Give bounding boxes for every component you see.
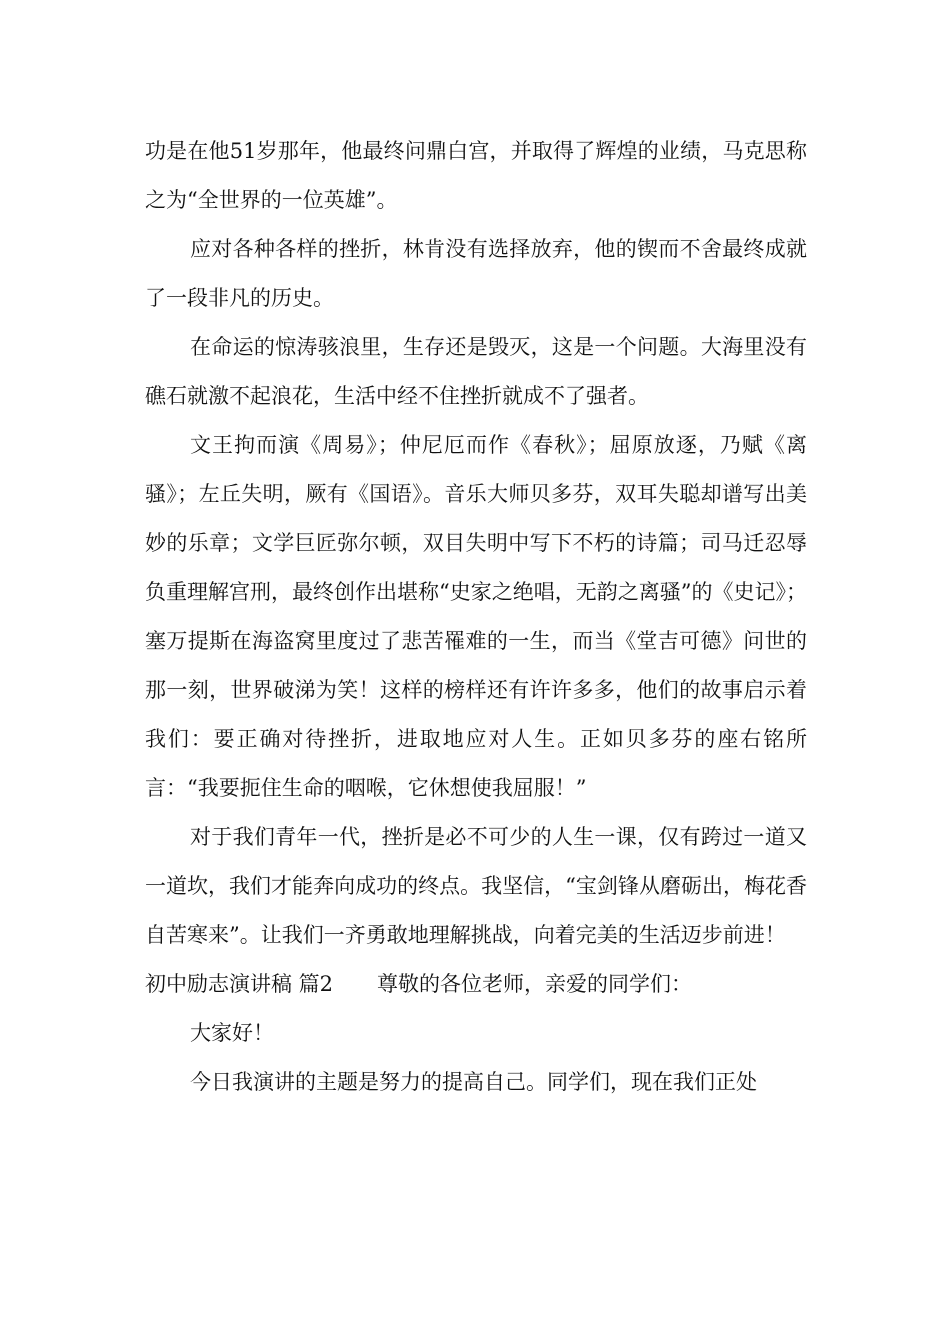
paragraph-examples: 文王拘而演《周易》；仲尼厄而作《春秋》；屈原放逐，乃赋《离骚》；左丘失明，厥有《国语》。音乐大师贝多芬，双耳失聪却谱写出美妙的乐章；文学巨匠弥尔顿，双目失明中写下不朽的诗篇；司马迁忍辱负重理解宫刑，最终创作出堪称“史家之绝唱，无韵之离骚”的《史记》；塞万提斯在海盗窝里度过了悲苦罹难的一生，而当《堂吉可德》问世的那一刻，世界破涕为笑！这样的榜样还有许许多多，他们的故事启示着我们：要正确对待挫折，进取地应对人生。正如贝多芬的座右铭所言：“我要扼住生命的咽喉，它休想使我屈服！”	[145, 433, 807, 800]
greeting: 大家好！	[190, 1021, 274, 1045]
paragraph-lincoln-persistence: 应对各种各样的挫折，林肯没有选择放弃，他的锲而不舍最终成就了一段非凡的历史。	[145, 237, 807, 310]
salutation: 尊敬的各位老师，亲爱的同学们：	[377, 972, 693, 996]
section-title: 初中励志演讲稿 篇2	[145, 972, 334, 996]
document-body	[145, 127, 807, 1107]
section-heading-line	[145, 960, 807, 1009]
paragraph-speech-topic: 今日我演讲的主题是努力的提高自己。同学们，现在我们正处	[190, 1070, 757, 1094]
paragraph-youth: 对于我们青年一代，挫折是必不可少的人生一课，仅有跨过一道又一道坎，我们才能奔向成功的终点。我坚信，“宝剑锋从磨砺出，梅花香自苦寒来”。让我们一齐勇敢地理解挑战，向着完美的生活迈步前进！	[145, 825, 807, 947]
paragraph-destiny: 在命运的惊涛骇浪里，生存还是毁灭，这是一个问题。大海里没有礁石就激不起浪花，生活中经不住挫折就成不了强者。	[145, 335, 807, 408]
paragraph-lincoln-success: 功是在他51岁那年，他最终问鼎白宫，并取得了辉煌的业绩，马克思称之为“全世界的一位英雄”。	[145, 139, 807, 212]
